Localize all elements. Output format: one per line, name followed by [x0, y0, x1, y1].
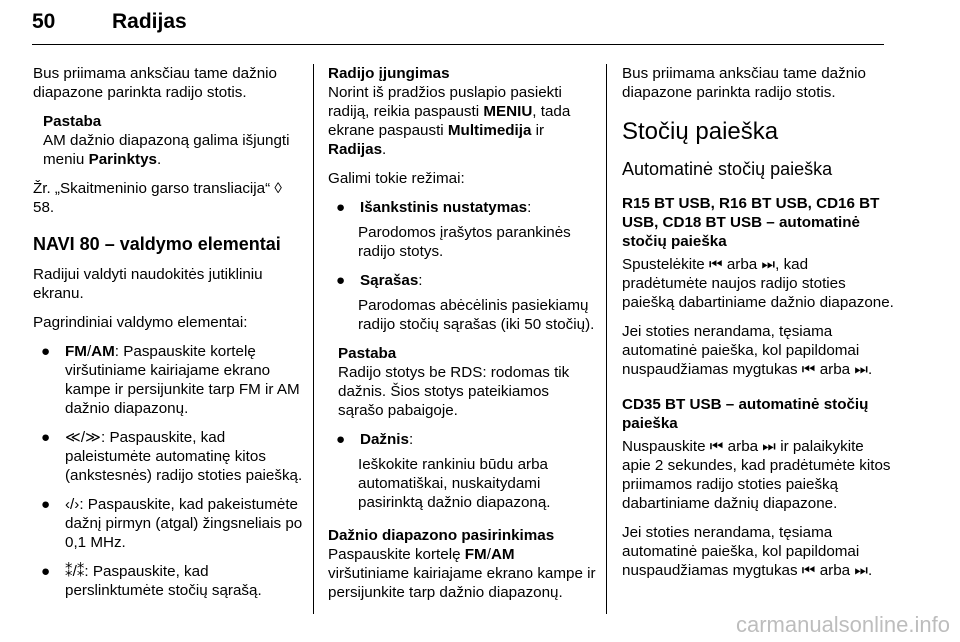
col1-note — [43, 112, 303, 169]
col2-note-text: Radijo stotys be RDS: rodomas tik dažnis. Šios stotys pateikiamos sąrašo pabaigoje. — [338, 364, 570, 419]
col1-note-title: Pastaba — [43, 113, 102, 130]
mode-colon: : — [408, 431, 414, 448]
col1-intro: Bus priimama anksčiau tame dažnio diapazone parinkta radijo stotis. — [33, 65, 277, 101]
fm-am-sep: / — [86, 343, 92, 360]
bullet-icon: ● — [336, 199, 346, 216]
col3-s2-p1: Nuspauskite ⏮ arba ⏭ ir palaikykite apie 2 sekundes, kad pradėtumėte kitos priimamos radijo stoties paiešką dabartiniame dažnių diapazone. — [622, 438, 891, 512]
col3-intro: Bus priimama anksčiau tame dažnio diapazone parinkta radijo stotis. — [622, 65, 866, 101]
text-d: AM — [490, 546, 515, 563]
list-item — [328, 430, 598, 449]
text-f: Radijas — [328, 141, 383, 158]
page-title: Radijas — [112, 10, 187, 33]
mode-colon: : — [418, 272, 423, 289]
text-b: MENIU — [483, 103, 533, 120]
col1-reference: Žr. „Skaitmeninio garso transliacija“ ◊ 58. — [33, 180, 282, 216]
mode-description: Parodomas abėcėlinis pasiekiamų radijo stočių sąrašas (iki 50 stočių). — [358, 297, 595, 333]
note-text-c: . — [156, 151, 162, 168]
bullet-icon: ● — [336, 272, 346, 289]
bullet-icon: ● — [41, 429, 51, 446]
text-a: Paspauskite kortelę — [328, 546, 465, 563]
col2-heading-1: Radijo įjungimas — [328, 65, 450, 82]
col3-s2-heading: CD35 BT USB – automatinė stočių paieška — [622, 396, 869, 432]
col3-s1-heading: R15 BT USB, R16 BT USB, CD16 BT USB, CD18 BT USB – automatinė stočių paieška — [622, 195, 880, 250]
am-label: AM — [91, 343, 115, 360]
note-text-b: Parinktys — [88, 151, 157, 168]
mode-description: Ieškokite rankiniu būdu arba automatiškai, nuskaitydami pasirinktą dažnio diapazoną. — [358, 456, 551, 511]
page-number: 50 — [32, 10, 56, 33]
col3-section-title: Stočių paieška — [622, 118, 779, 145]
mode-colon: : — [527, 199, 532, 216]
list-item — [328, 198, 598, 217]
col2-p2: Galimi tokie režimai: — [328, 170, 465, 187]
col2-p1 — [328, 83, 598, 159]
fm-label: FM — [65, 343, 87, 360]
text-g: . — [382, 141, 387, 158]
col3-s1-p1: Spustelėkite ⏮ arba ⏭, kad pradėtumėte naujos radijo stoties paiešką dabartiniame dažnio diapazone. — [622, 256, 894, 311]
text-e: viršutiniame kairiajame ekrano kampe ir persijunkite tarp dažnio diapazonų. — [328, 565, 596, 601]
step-icon: ‹/› — [65, 496, 80, 513]
watermark: carmanualsonline.info — [735, 612, 950, 637]
col2-note — [338, 344, 598, 420]
mode-label: Sąrašas — [360, 272, 419, 289]
text-d: Multimedija — [447, 122, 532, 139]
column-3 — [622, 64, 894, 590]
column-divider-1 — [313, 64, 314, 614]
text-c: , tada ekrane paspausti — [328, 103, 571, 139]
bullet-icon: ● — [41, 496, 51, 513]
list-item — [33, 342, 303, 418]
bullet-icon: ● — [41, 563, 51, 580]
col1-p2: Pagrindiniai valdymo elementai: — [33, 314, 248, 331]
text-e: ir — [531, 122, 545, 139]
item-text: : Paspauskite kortelę viršutiniame kairiajame ekrano kampe ir persijunkite tarp FM ir AM dažnio diapazonų. — [65, 343, 300, 417]
col2-p3 — [328, 545, 598, 602]
mode-label: Dažnis — [360, 431, 409, 448]
col3-subsection-title: Automatinė stočių paieška — [622, 159, 833, 179]
col1-note-text — [43, 131, 303, 169]
bullet-icon: ● — [41, 343, 51, 360]
page-header — [32, 6, 884, 45]
note-text-a: AM dažnio diapazoną galima išjungti meniu — [43, 132, 290, 168]
item-text: : Paspauskite, kad perslinktumėte stočių sąrašą. — [65, 563, 262, 599]
seek-icon: ≪/≫ — [65, 429, 102, 446]
item-text: : Paspauskite, kad paleistumėte automatinę kitos (ankstesnės) radijo stoties paiešką. — [65, 429, 303, 484]
column-1 — [33, 64, 303, 610]
item-text: : Paspauskite, kad pakeistumėte dažnį pirmyn (atgal) žingsneliais po 0,1 MHz. — [65, 496, 303, 551]
col3-s1-p2: Jei stoties nerandama, tęsiama automatinė paieška, kol papildomai nuspaudžiamas mygtukas ⏮ arba ⏭. — [622, 323, 873, 378]
list-item — [33, 428, 303, 485]
text-b: FM — [464, 546, 487, 563]
text-c: / — [486, 546, 491, 563]
list-item — [33, 562, 303, 600]
column-2 — [328, 64, 598, 612]
mode-description: Parodomos įrašytos parankinės radijo stotys. — [358, 224, 571, 260]
col2-note-title: Pastaba — [338, 345, 397, 362]
list-item — [328, 271, 598, 290]
bullet-icon: ● — [336, 431, 346, 448]
text-a: Norint iš pradžios puslapio pasiekti radiją, reikia paspausti — [328, 84, 562, 120]
col1-heading: NAVI 80 – valdymo elementai — [33, 234, 281, 254]
col1-p1: Radijui valdyti naudokitės jutikliniu ekranu. — [33, 266, 263, 302]
scroll-icon: ⁑/⁑ — [65, 563, 85, 580]
column-divider-2 — [606, 64, 607, 614]
mode-label: Išankstinis nustatymas — [360, 199, 528, 216]
col3-s2-p2: Jei stoties nerandama, tęsiama automatinė paieška, kol papildomai nuspaudžiamas mygtukas ⏮ arba ⏭. — [622, 524, 873, 579]
col2-heading-2: Dažnio diapazono pasirinkimas — [328, 527, 555, 544]
list-item — [33, 495, 303, 552]
